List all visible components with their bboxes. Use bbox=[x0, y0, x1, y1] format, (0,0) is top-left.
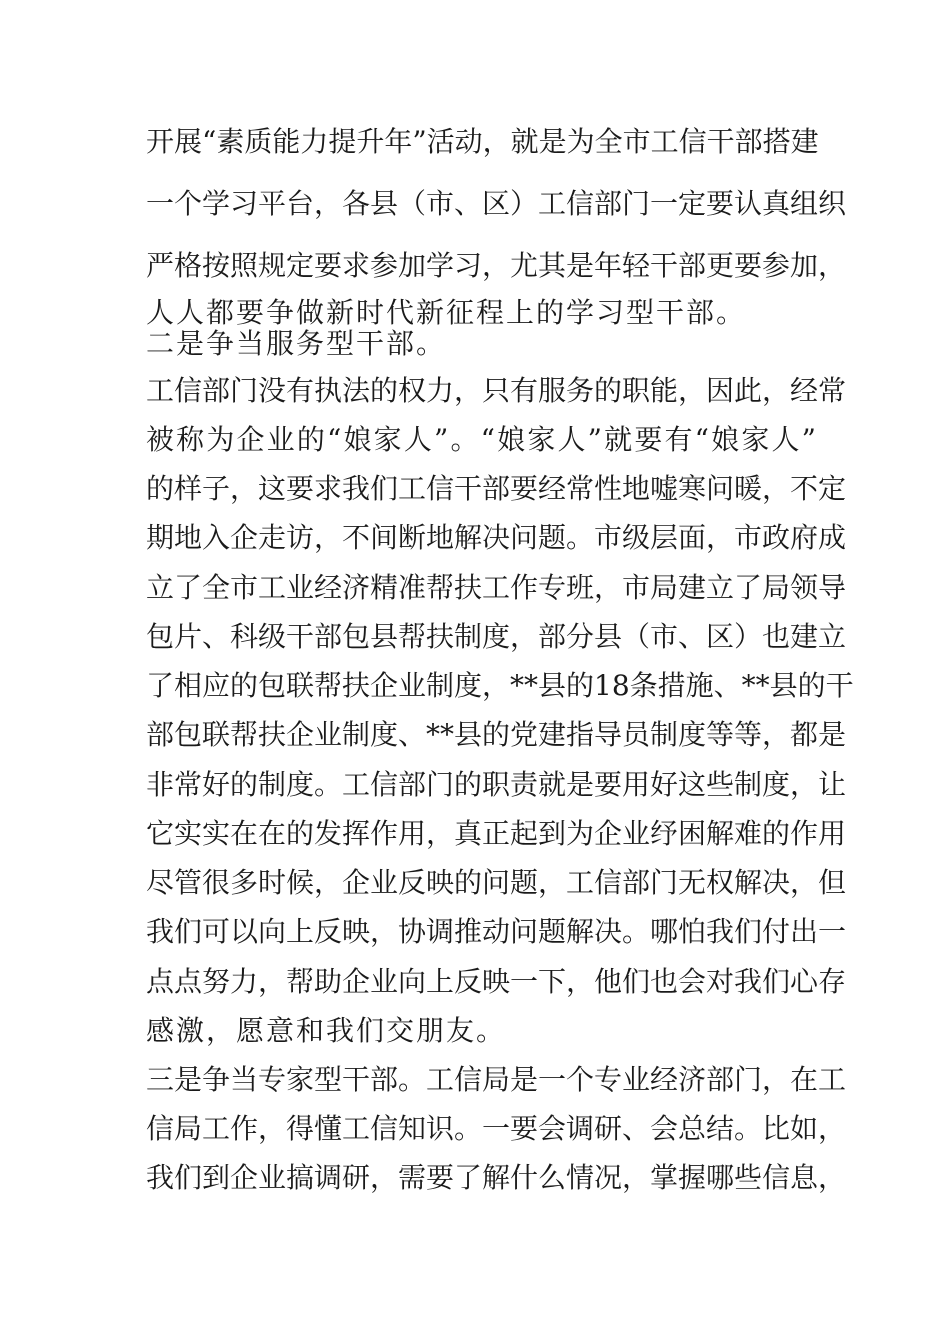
text-line: 了相应的包联帮扶企业制度，**县的18条措施、**县的干 bbox=[146, 669, 854, 702]
text-line: 感激，愿意和我们交朋友。 bbox=[146, 1014, 507, 1047]
text-line: 部包联帮扶企业制度、**县的党建指导员制度等等，都是 bbox=[146, 718, 847, 751]
text-line: 立了全市工业经济精准帮扶工作专班，市局建立了局领导 bbox=[146, 571, 847, 604]
text-line: 点点努力，帮助企业向上反映一下，他们也会对我们心存 bbox=[146, 965, 847, 998]
text-line: 工信部门没有执法的权力，只有服务的职能，因此，经常 bbox=[146, 374, 847, 407]
text-line: 被称为企业的“娘家人”。“娘家人”就要有“娘家人” bbox=[146, 423, 816, 456]
text-line: 尽管很多时候，企业反映的问题，工信部门无权解决，但 bbox=[146, 866, 847, 899]
text-line: 我们可以向上反映，协调推动问题解决。哪怕我们付出一 bbox=[146, 915, 847, 948]
text-line: 我们到企业搞调研，需要了解什么情况，掌握哪些信息， bbox=[146, 1161, 847, 1194]
text-line: 包片、科级干部包县帮扶制度，部分县（市、区）也建立 bbox=[146, 620, 847, 653]
text-line: 一个学习平台，各县（市、区）工信部门一定要认真组织 bbox=[146, 187, 847, 220]
text-line: 严格按照规定要求参加学习，尤其是年轻干部更要参加， bbox=[146, 249, 847, 282]
text-line: 开展“素质能力提升年”活动，就是为全市工信干部搭建 bbox=[146, 125, 819, 158]
text-line: 的样子，这要求我们工信干部要经常性地嘘寒问暖，不定 bbox=[146, 472, 847, 505]
text-line: 非常好的制度。工信部门的职责就是要用好这些制度，让 bbox=[146, 768, 847, 801]
section-heading: 二是争当服务型干部。 bbox=[146, 327, 447, 360]
text-line: 期地入企走访，不间断地解决问题。市级层面，市政府成 bbox=[146, 521, 847, 554]
text-line: 信局工作，得懂工信知识。一要会调研、会总结。比如， bbox=[146, 1112, 847, 1145]
text-line: 它实实在在的发挥作用，真正起到为企业纾困解难的作用 bbox=[146, 817, 847, 850]
text-line: 三是争当专家型干部。工信局是一个专业经济部门，在工 bbox=[146, 1063, 847, 1096]
text-line: 人人都要争做新时代新征程上的学习型干部。 bbox=[146, 296, 747, 329]
